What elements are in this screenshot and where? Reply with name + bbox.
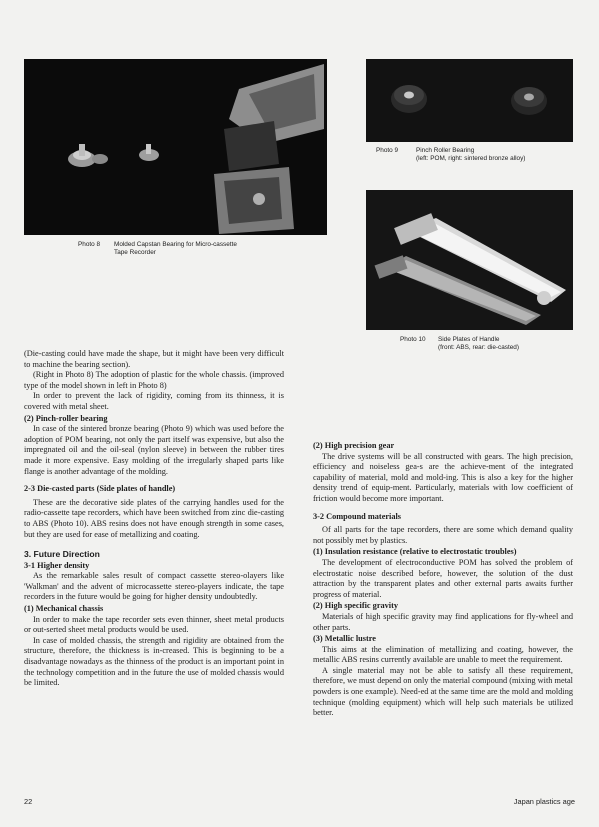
section-heading: (2) High specific gravity: [313, 601, 399, 611]
photo-9-caption: [376, 147, 525, 163]
paragraph: As the remarkable sales result of compact cassette stereo-olayers like 'Walkman' and the advent of microcassette stereo-players indicate, the tape recorders in the future would be going for higher density undoubtedly.: [24, 571, 284, 602]
photo-10-caption-line2: (front: ABS, rear: die-casted): [438, 344, 519, 351]
paragraph: In case of the sintered bronze bearing (Photo 9) which was used before the adoption of POM bearing, not only the part itself was expensive, but also the impregnated oil and the oil-seal (nylon sleeve) in between the rubber tires made it more expensive. Easy molding of the irregularly shaped parts like flange is another advantage of the molding.: [24, 424, 284, 476]
photo-10-number: Photo 10: [400, 336, 426, 343]
left-text-column: [24, 349, 284, 689]
section-heading: 3-2 Compound materials: [313, 511, 402, 521]
photo-8-caption: [78, 241, 237, 257]
paragraph: (Die-casting could have made the shape, but it might have been very difficult to machine the bearing section).: [24, 349, 284, 369]
photo-9-caption-line1: Pinch Roller Bearing: [416, 147, 475, 154]
section-heading: (1) Insulation resistance (relative to electrostatic troubles): [313, 547, 517, 557]
photo-8-number: Photo 8: [78, 241, 101, 248]
photo-9-image: [366, 59, 573, 142]
paragraph: In case of molded chassis, the strength and rigidity are obtained from the structure, therefore, the thickness is in-creased. This is beginning to be a disadvantage nowadays as the thinness of the product is an important point in the technology competition and in the future the use of molded chassis would be limited.: [24, 635, 284, 688]
paragraph: Of all parts for the tape recorders, there are some which demand quality not possibly met by plastics.: [313, 525, 573, 545]
right-text-column: [313, 440, 573, 719]
section-heading: 3-1 Higher density: [24, 560, 90, 570]
paragraph: Materials of high specific gravity may find applications for fly-wheel and other parts.: [313, 611, 573, 632]
paragraph: These are the decorative side plates of the carrying handles used for the radio-cassette tape recorders, which have been switched from zinc die-casting to ABS (Photo 10). ABS resins does not have enough strength in some cases, but they are used for ease of metallizing and coating.: [24, 497, 284, 539]
photo-8-caption-line2: Tape Recorder: [114, 249, 156, 256]
section-heading: (2) High precision gear: [313, 441, 395, 450]
paragraph: The drive systems will be all constructed with gears. The high precision, efficiency and noiseless gea-s are the achieve-ment of the integrated capability of material, mold and mold-ing. This is also a key for the higher density trend of equip-ment. Particularly, materials with low coefficient of friction would become more important.: [313, 451, 573, 503]
photo-8-caption-line1: Molded Capstan Bearing for Micro-cassette: [114, 241, 237, 248]
paragraph: In order to make the tape recorder sets even thinner, sheet metal products or out-serted sheet metal products would be used.: [24, 614, 284, 635]
section-heading: 3. Future Direction: [24, 549, 100, 560]
section-heading: 2-3 Die-casted parts (Side plates of handle): [24, 484, 176, 494]
page-number: 22: [24, 797, 33, 806]
paragraph: The development of electroconductive POM has solved the problem of electrostatic noise described before, however, the solution of the dust attraction by the transparent plates and other external parts awaits further progress of material.: [313, 557, 573, 599]
section-heading: (1) Mechanical chassis: [24, 604, 104, 614]
photo-10-caption-line1: Side Plates of Handle: [438, 336, 500, 343]
paragraph: A single material may not be able to satisfy all these requirement, therefore, we must depend on only the material compound (mixing with metal powders is one example). Need-ed at the same time are the mold and molding technique (molding equipment) which will help such materials be utilized better.: [313, 665, 573, 718]
publication-name: Japan plastics age: [513, 797, 575, 806]
photo-10-caption: [400, 336, 519, 352]
photo-8-image: [24, 59, 327, 235]
section-heading: (3) Metallic lustre: [313, 634, 376, 644]
photo-9-number: Photo 9: [376, 147, 399, 154]
paragraph: This aims at the elimination of metallizing and coating, however, the metallic ABS resins currently available are unable to meet the requirement.: [313, 644, 573, 665]
paragraph: In order to prevent the lack of rigidity, coming from its thinness, it is covered with metal sheet.: [24, 391, 284, 411]
section-heading: (2) Pinch-roller bearing: [24, 413, 108, 423]
paragraph: (Right in Photo 8) The adoption of plastic for the whole chassis. (improved type of the model shown in left in Photo 8): [24, 370, 284, 390]
photo-10-image: [366, 190, 573, 330]
photo-9-caption-line2: (left: POM, right: sintered bronze alloy): [416, 155, 526, 162]
